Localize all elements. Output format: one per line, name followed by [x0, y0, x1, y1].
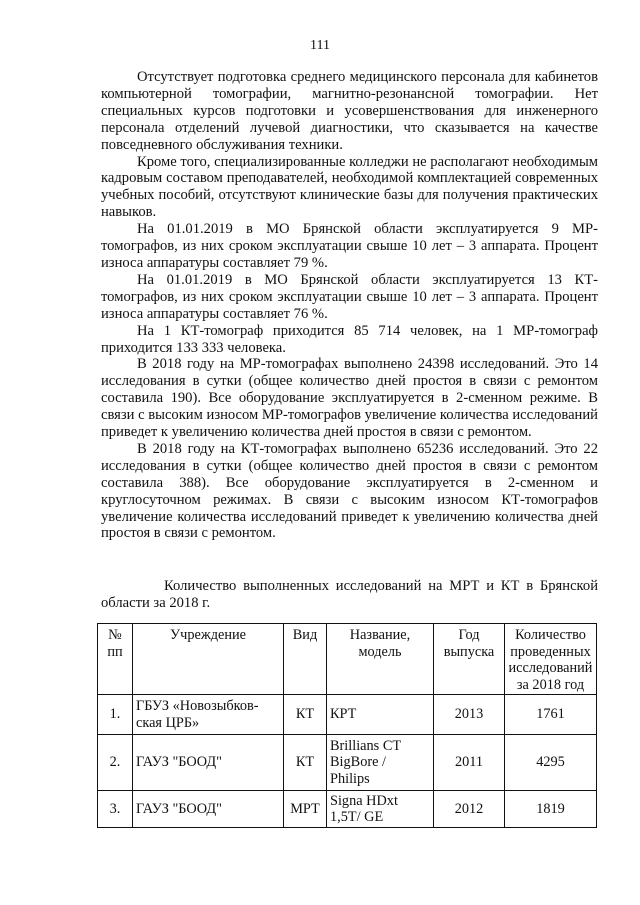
row-count: 4295	[505, 735, 597, 791]
row-count: 1819	[505, 791, 597, 828]
paragraph-mr-studies: В 2018 году на МР-томографах выполнено 24398 исследований. Это 14 исследования в сутки (общее количество дней простоя в связи с ремонтом составила 190). Все оборудование эксплуатируется в 2-сменном режиме. В связи с высоким износом МР-томографов увеличение количества исследований приведет к увеличению количества дней простоя в связи с ремонтом.	[101, 356, 598, 441]
paragraph-mr-count: На 01.01.2019 в МО Брянской области эксплуатируется 9 МР-томографов, из них сроком эксплуатации свыше 10 лет – 3 аппарата. Процент износа аппаратуры составляет 79 %.	[101, 221, 598, 271]
body-text	[101, 69, 598, 542]
row-num: 1.	[98, 695, 133, 735]
studies-table	[97, 623, 597, 828]
model-line: Signa HDxt	[330, 792, 398, 809]
model-line: BigBore /	[330, 754, 386, 771]
model-line: 1,5T/ GE	[330, 809, 384, 825]
row-type: КТ	[284, 735, 327, 791]
page-number: 111	[310, 38, 330, 53]
table-row	[98, 695, 597, 735]
model-line: Philips	[330, 770, 370, 787]
row-year: 2013	[434, 695, 505, 735]
institution-line: ГАУЗ "БООД"	[136, 800, 222, 817]
paragraph-ct-studies: В 2018 году на КТ-томографах выполнено 65236 исследований. Это 22 исследования в сутки (общее количество дней простоя в связи с ремонтом составила 388). Все оборудование эксплуатируется в 2-сменном и круглосуточном режимах. В связи с высоким износом КТ-томографов увеличение количества исследований приведет к увеличению количества дней простоя в связи с ремонтом.	[101, 440, 598, 542]
row-num: 3.	[98, 791, 133, 828]
header-institution: Учреждение	[133, 624, 284, 695]
header-year: Год выпуска	[434, 624, 505, 695]
institution-line: ГАУЗ "БООД"	[136, 754, 222, 771]
row-institution	[133, 695, 284, 735]
header-num: № пп	[98, 624, 133, 695]
model-line: Brillians CT	[330, 737, 402, 754]
paragraph-colleges: Кроме того, специализированные колледжи не располагают необходимым кадровым составом преподавателей, необходимой комплектацией современных учебных пособий, отсутствуют клинические базы для получения практических навыков.	[101, 153, 598, 221]
row-type: КТ	[284, 695, 327, 735]
row-num: 2.	[98, 735, 133, 791]
row-institution	[133, 791, 284, 828]
table-header-row	[98, 624, 597, 695]
paragraph-staff-training: Отсутствует подготовка среднего медицинского персонала для кабинетов компьютерной томографии, магнитно-резонансной томографии. Нет специальных курсов подготовки и усовершенствования для инженерного персонала отделений лучевой диагностики, что сказывается на качестве повседневного обслуживания техники.	[101, 69, 598, 153]
header-type: Вид	[284, 624, 327, 695]
header-count: Количество проведенных исследований за 2018 год	[505, 624, 597, 695]
table-row	[98, 735, 597, 791]
row-institution	[133, 735, 284, 791]
table-row	[98, 791, 597, 828]
row-year: 2012	[434, 791, 505, 828]
table-caption: Количество выполненных исследований на МРТ и КТ в Брянской области за 2018 г.	[101, 578, 598, 611]
row-count: 1761	[505, 695, 597, 735]
header-model: Название, модель	[327, 624, 434, 695]
row-model	[327, 735, 434, 791]
paragraph-ct-count: На 01.01.2019 в МО Брянской области эксплуатируется 13 КТ-томографов, из них сроком эксплуатации свыше 10 лет – 3 аппарата. Процент износа аппаратуры составляет 76 %.	[101, 271, 598, 322]
row-model	[327, 695, 434, 735]
institution-line: ская ЦРБ»	[136, 714, 200, 731]
row-year: 2011	[434, 735, 505, 791]
row-type: МРТ	[284, 791, 327, 828]
model-line: КРТ	[330, 706, 357, 723]
institution-line: ГБУЗ «Новозыбков-	[136, 698, 259, 714]
paragraph-population-ratio: На 1 КТ-томограф приходится 85 714 человек, на 1 МР-томограф приходится 133 333 человека.	[101, 322, 598, 356]
row-model	[327, 791, 434, 828]
